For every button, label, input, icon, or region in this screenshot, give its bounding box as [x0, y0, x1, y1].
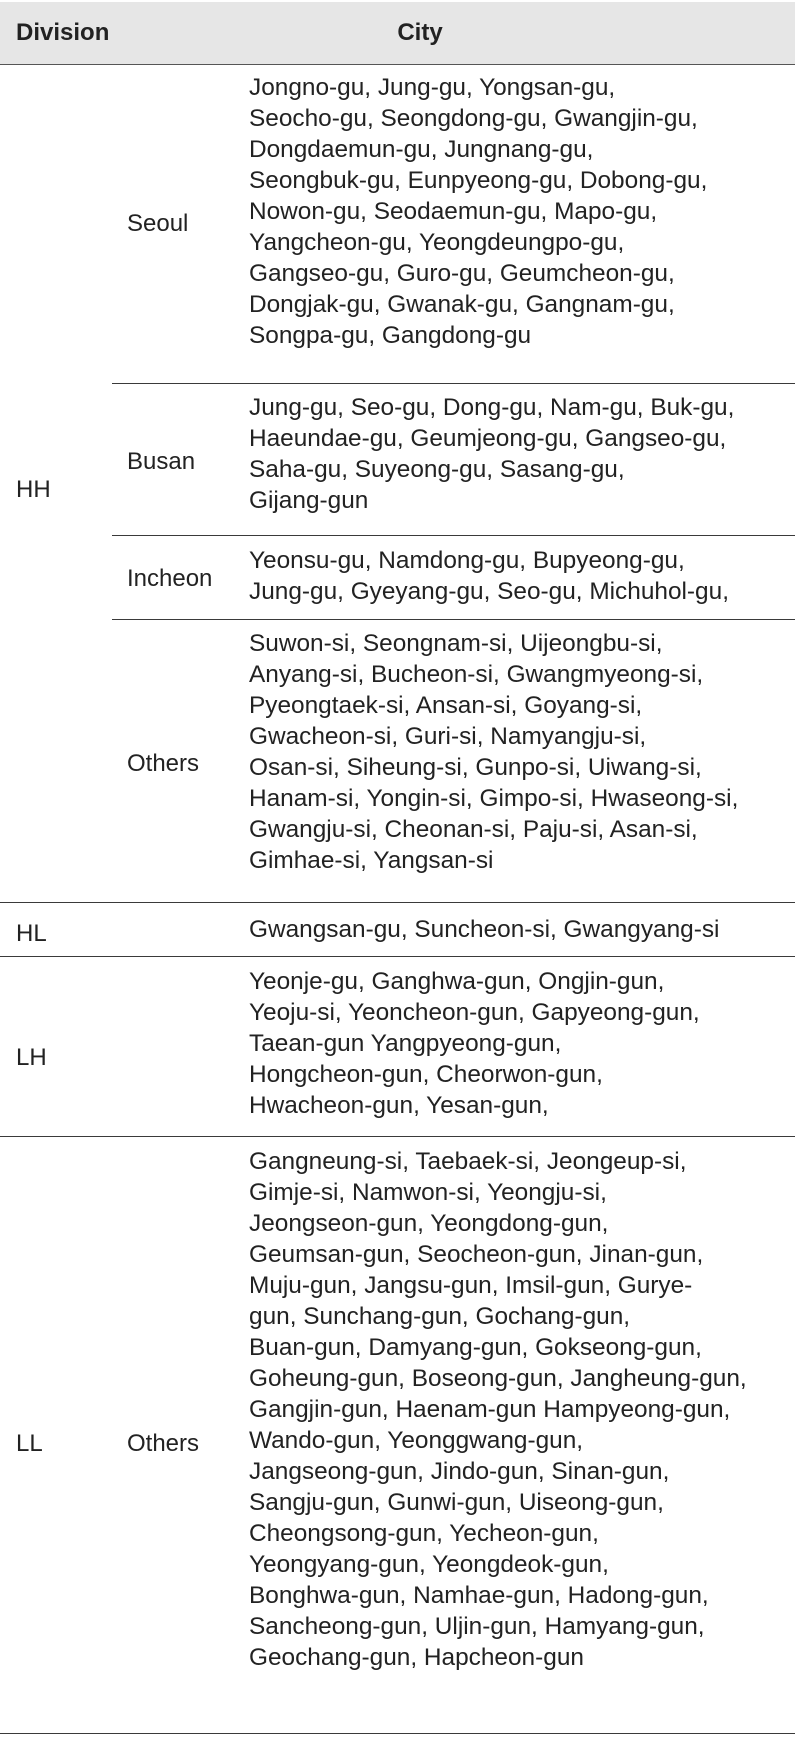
row-divider-busan	[112, 535, 795, 536]
division-hl: HL	[16, 920, 47, 947]
cities-lh: Yeonje-gu, Ganghwa-gun, Ongjin-gun, Yeoju-si, Yeoncheon-gun, Gapyeong-gun, Taean-gun Yangpyeong-gun, Hongcheon-gun, Cheorwon-gun, Hwacheon-gun, Yesan-gun,	[249, 968, 700, 1119]
row-divider-seoul	[112, 383, 795, 384]
division-ll: LL	[16, 1430, 43, 1457]
region-incheon: Incheon	[127, 565, 213, 592]
region-others-hh: Others	[127, 750, 200, 777]
cities-hl: Gwangsan-gu, Suncheon-si, Gwangyang-si	[249, 916, 720, 943]
row-divider-lh	[0, 1136, 795, 1137]
table-bottom-border	[0, 1733, 795, 1734]
division-lh: LH	[16, 1044, 47, 1071]
region-others-ll: Others	[127, 1430, 200, 1457]
header-city: City	[397, 19, 443, 46]
row-divider-hh	[0, 902, 795, 903]
cities-seoul: Jongno-gu, Jung-gu, Yongsan-gu, Seocho-gu, Seongdong-gu, Gwangjin-gu, Dongdaemun-gu, Jungnang-gu, Seongbuk-gu, Eunpyeong-gu, Dobong-gu, Nowon-gu, Seodaemun-gu, Mapo-gu, Yangcheon-gu, Yeongdeungpo-gu, Gangseo-gu, Guro-gu, Geumcheon-gu, Dongjak-gu, Gwanak-gu, Gangnam-gu, Songpa-gu, Gangdong-gu	[249, 74, 708, 349]
cities-others-hh: Suwon-si, Seongnam-si, Uijeongbu-si, Anyang-si, Bucheon-si, Gwangmyeong-si, Pyeongtaek-si, Ansan-si, Goyang-si, Gwacheon-si, Guri-si, Namyangju-si, Osan-si, Siheung-si, Gunpo-si, Uiwang-si, Hanam-si, Yongin-si, Gimpo-si, Hwaseong-si, Gwangju-si, Cheonan-si, Paju-si, Asan-si, Gimhae-si, Yangsan-si	[249, 630, 739, 874]
cities-incheon: Yeonsu-gu, Namdong-gu, Bupyeong-gu, Jung-gu, Gyeyang-gu, Seo-gu, Michuhol-gu,	[249, 547, 729, 605]
division-hh: HH	[16, 476, 51, 503]
table-header	[0, 2, 795, 65]
cities-ll: Gangneung-si, Taebaek-si, Jeongeup-si, Gimje-si, Namwon-si, Yeongju-si, Jeongseon-gun, Yeongdong-gun, Geumsan-gun, Seocheon-gun, Jinan-gun, Muju-gun, Jangsu-gun, Imsil-gun, Gurye- gun, Sunchang-gun, Gochang-gun, Buan-gun, Damyang-gun, Gokseong-gun, Goheung-gun, Boseong-gun, Jangheung-gun, Gangjin-gun, Haenam-gun Hampyeong-gun, Wando-gun, Yeonggwang-gun, Jangseong-gun, Jindo-gun, Sinan-gun, Sangju-gun, Gunwi-gun, Uiseong-gun, Cheongsong-gun, Yecheon-gun, Yeongyang-gun, Yeongdeok-gun, Bonghwa-gun, Namhae-gun, Hadong-gun, Sancheong-gun, Uljin-gun, Hamyang-gun, Geochang-gun, Hapcheon-gun	[249, 1148, 747, 1671]
region-busan: Busan	[127, 448, 196, 475]
region-seoul: Seoul	[127, 210, 189, 237]
row-divider-incheon	[112, 619, 795, 620]
row-divider-hl	[0, 956, 795, 957]
cities-busan: Jung-gu, Seo-gu, Dong-gu, Nam-gu, Buk-gu, Haeundae-gu, Geumjeong-gu, Gangseo-gu, Saha-gu, Suyeong-gu, Sasang-gu, Gijang-gun	[249, 394, 735, 514]
header-division: Division	[16, 19, 110, 46]
